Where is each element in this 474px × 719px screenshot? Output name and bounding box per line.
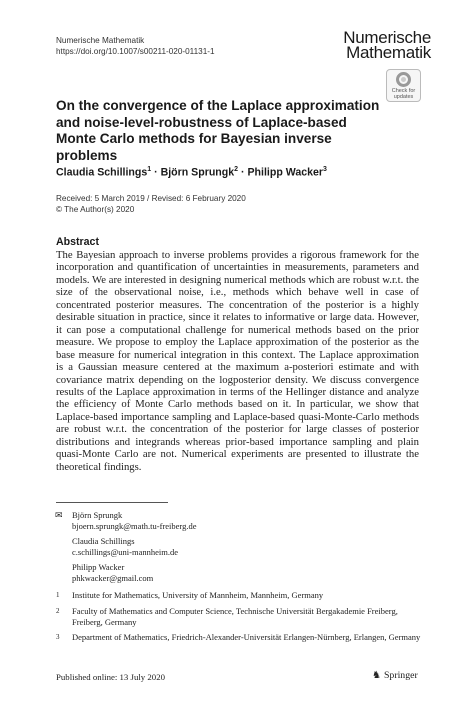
author-name: Björn Sprungk bbox=[160, 166, 235, 179]
publication-dates bbox=[56, 193, 246, 215]
copyright-line: © The Author(s) 2020 bbox=[56, 205, 135, 214]
published-online-date: Published online: 13 July 2020 bbox=[56, 672, 165, 682]
affiliation-number: 3 bbox=[56, 633, 60, 641]
envelope-icon: ✉ bbox=[55, 510, 63, 520]
crossmark-icon bbox=[396, 72, 411, 87]
contact-name: Björn Sprungk bbox=[72, 510, 123, 520]
contact-entry bbox=[72, 510, 197, 532]
affiliation-text: Institute for Mathematics, University of Mannheim, Mannheim, Germany bbox=[72, 590, 324, 600]
affiliation-number: 2 bbox=[56, 607, 60, 615]
publisher-logo bbox=[372, 670, 418, 681]
author-affiliation-marker: 3 bbox=[323, 166, 327, 173]
doi-link[interactable]: https://doi.org/10.1007/s00211-020-01131-1 bbox=[56, 47, 215, 56]
affiliation-item bbox=[56, 590, 421, 601]
contact-block bbox=[56, 562, 153, 584]
author-separator: · bbox=[238, 166, 248, 179]
journal-header bbox=[56, 35, 215, 57]
author-name: Philipp Wacker bbox=[247, 166, 324, 179]
crossmark-label: Check for updates bbox=[391, 88, 416, 100]
author-list bbox=[56, 163, 436, 180]
affiliation-number: 1 bbox=[56, 591, 60, 599]
affiliation-text: Faculty of Mathematics and Computer Science, Technische Universität Bergakademie Freiberg, Freiberg, Germany bbox=[72, 606, 398, 627]
abstract-heading: Abstract bbox=[56, 236, 99, 248]
contact-name: Claudia Schillings bbox=[72, 536, 135, 546]
contact-block bbox=[56, 510, 197, 532]
author-separator: · bbox=[151, 166, 161, 179]
affiliation-item bbox=[56, 606, 421, 628]
journal-logo-line2: Mathematik bbox=[346, 42, 431, 62]
contact-entry bbox=[72, 562, 153, 584]
contact-email[interactable]: bjoern.sprungk@math.tu-freiberg.de bbox=[72, 521, 197, 531]
affiliation-item bbox=[56, 632, 421, 643]
contact-block bbox=[56, 536, 178, 558]
author-affiliation-marker: 1 bbox=[147, 166, 152, 173]
journal-logo bbox=[343, 28, 431, 62]
contact-name: Philipp Wacker bbox=[72, 562, 125, 572]
contact-email[interactable]: c.schillings@uni-mannheim.de bbox=[72, 547, 179, 557]
contact-email[interactable]: phkwacker@gmail.com bbox=[72, 573, 154, 583]
springer-horse-icon: ♞ bbox=[372, 670, 381, 681]
author-name: Claudia Schillings bbox=[56, 166, 148, 179]
journal-name: Numerische Mathematik bbox=[56, 36, 145, 45]
footnote-divider bbox=[56, 502, 168, 503]
journal-logo-line1: Numerische bbox=[343, 28, 431, 47]
check-for-updates-button[interactable] bbox=[386, 69, 421, 102]
publisher-name: Springer bbox=[383, 670, 418, 681]
paper-title: On the convergence of the Laplace approximation and noise-level-robustness of Laplace-based Monte Carlo methods for Bayesian inverse problems bbox=[56, 98, 380, 163]
received-revised-dates: Received: 5 March 2019 / Revised: 6 February 2020 bbox=[56, 194, 246, 203]
author-affiliation-marker: 2 bbox=[234, 166, 239, 173]
affiliation-text: Department of Mathematics, Friedrich-Alexander-Universität Erlangen-Nürnberg, Erlangen, Germany bbox=[72, 632, 421, 642]
contact-entry bbox=[72, 536, 178, 558]
abstract-text: The Bayesian approach to inverse problems provides a rigorous framework for the incorporation and quantification of uncertainties in measurements, parameters and models. We are interested in designing numerical methods which are robust w.r.t. the size of the observational noise, i.e., methods which behave well in case of concentrated posterior measures. The concentration of the posterior is a highly desirable situation in practice, since it relates to informative or large data. However, it can pose a computational challenge for numerical methods based on the prior measure. We propose to employ the Laplace approximation of the posterior as the base measure for numerical integration in this context. The Laplace approximation is a Gaussian measure centered at the maximum a-posteriori estimate and with covariance matrix depending on the logposterior density. We discuss convergence results of the Laplace approximation in terms of the Hellinger distance and analyze the efficiency of Monte Carlo methods based on it. In particular, we show that Laplace-based importance sampling and Laplace-based quasi-Monte-Carlo methods are robust w.r.t. the concentration of the posterior for large classes of posterior distributions and integrands whereas prior-based importance sampling and plain quasi-Monte Carlo are not. Numerical experiments are presented to illustrate the theoretical findings. bbox=[56, 249, 419, 473]
